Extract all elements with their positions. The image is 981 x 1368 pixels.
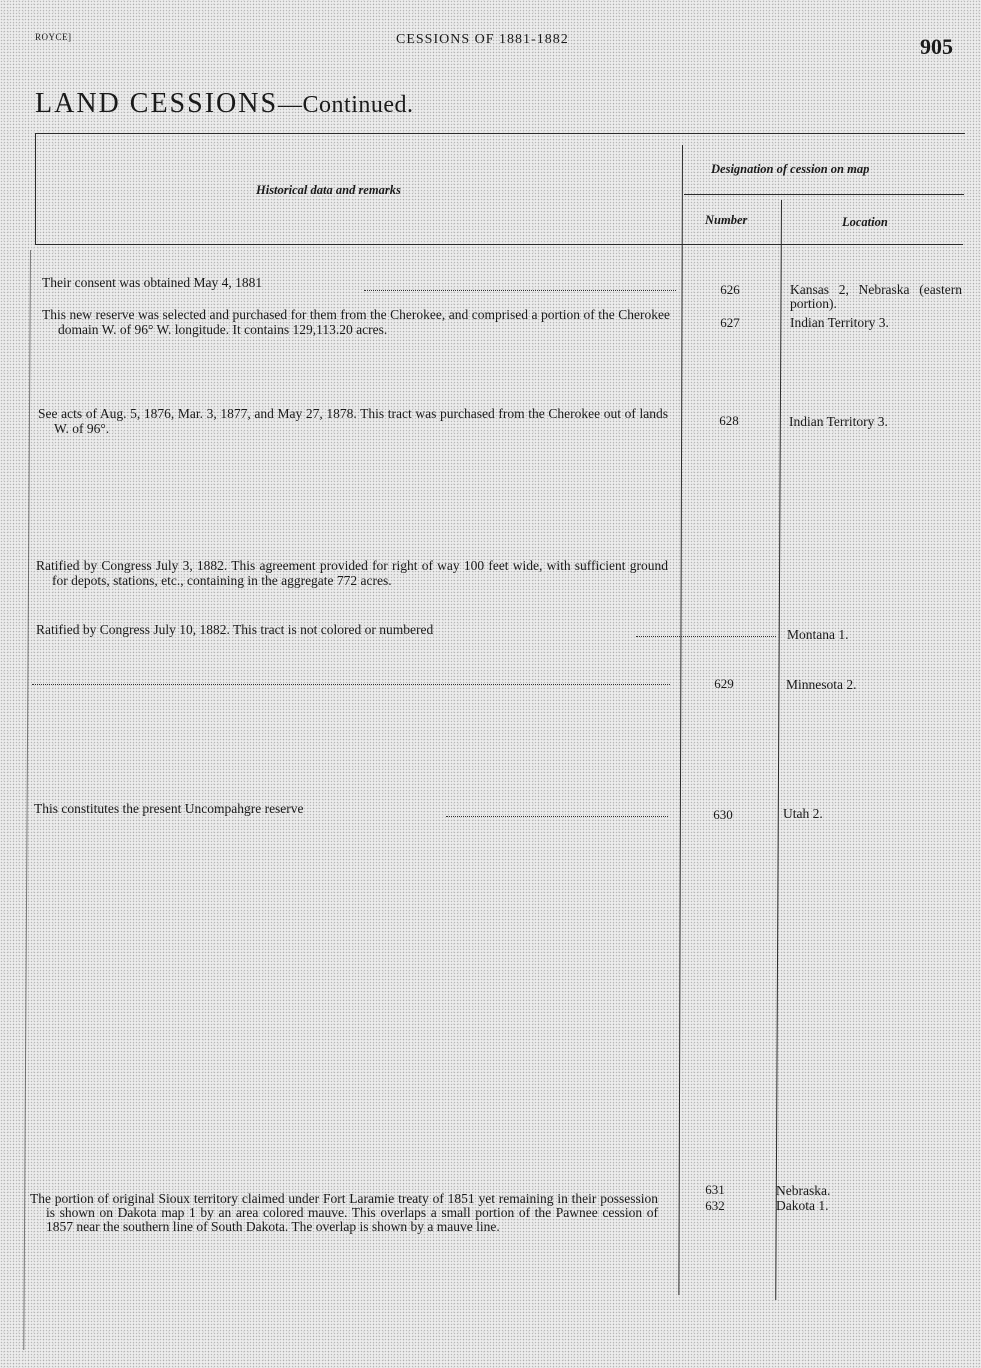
leader-dots [636, 636, 776, 637]
location-column-header: Location [842, 215, 888, 229]
cession-location: Indian Territory 3. [789, 414, 888, 429]
leader-dots [32, 684, 670, 685]
cession-location: Kansas 2, Nebraska (eastern portion). [790, 282, 962, 311]
cession-number: 631 [705, 1182, 725, 1197]
running-head-author: ROYCE] [35, 32, 72, 42]
table-row-remark: Ratified by Congress July 3, 1882. This agreement provided for right of way 100 feet wide, with sufficient ground for depots, stations, etc., containing in the aggregate 772 acres. [36, 558, 668, 588]
designation-group-header: Designation of cession on map [711, 162, 870, 176]
page-number: 905 [920, 34, 953, 59]
group-header-rule [684, 194, 964, 195]
remarks-column-header: Historical data and remarks [256, 183, 401, 197]
table-row-remark: Ratified by Congress July 10, 1882. This tract is not colored or numbered [36, 622, 434, 637]
number-column-header: Number [705, 213, 748, 227]
leader-dots [364, 290, 676, 291]
cession-location: Minnesota 2. [786, 677, 857, 692]
number-column-rule [775, 200, 782, 1300]
page-title [35, 88, 414, 120]
cession-location: Indian Territory 3. [790, 315, 889, 330]
table-row-remark: Their consent was obtained May 4, 1881 [42, 275, 263, 290]
cession-number: 628 [719, 413, 739, 428]
table-row-remark: See acts of Aug. 5, 1876, Mar. 3, 1877, and May 27, 1878. This tract was purchased from the Cherokee out of lands W. of 96°. [38, 406, 668, 436]
title-continued: —Continued. [278, 92, 414, 118]
header-bottom-rule [35, 244, 963, 245]
cession-number: 632 [705, 1198, 725, 1213]
leader-dots [446, 816, 668, 817]
table-left-rule [35, 133, 36, 245]
running-head-title: CESSIONS OF 1881-1882 [396, 32, 569, 47]
cession-location: Utah 2. [783, 806, 823, 821]
table-row-remark: This constitutes the present Uncompahgre reserve [34, 801, 304, 816]
cession-location: Nebraska. [776, 1183, 831, 1198]
title-caps: LAND CESSIONS [35, 88, 279, 119]
cession-location: Montana 1. [787, 627, 849, 642]
cession-number: 630 [713, 807, 733, 822]
page-left-rule [23, 250, 31, 1350]
table-top-rule [35, 133, 965, 134]
cession-number: 627 [720, 315, 740, 330]
cession-number: 629 [714, 676, 734, 691]
table-row-remark: The portion of original Sioux territory claimed under Fort Laramie treaty of 1851 yet remaining in their possession is shown on Dakota map 1 by an area colored mauve. This overlaps a small portion of the Pawnee cession of 1857 near the southern line of South Dakota. The overlap is shown by a mauve line. [30, 1191, 658, 1234]
cession-location: Dakota 1. [776, 1198, 829, 1213]
cession-number: 626 [720, 282, 740, 297]
table-row-remark: This new reserve was selected and purchased for them from the Cherokee, and comprised a portion of the Cherokee domain W. of 96° W. longitude. It contains 129,113.20 acres. [42, 307, 670, 337]
remarks-column-rule [678, 145, 683, 1295]
